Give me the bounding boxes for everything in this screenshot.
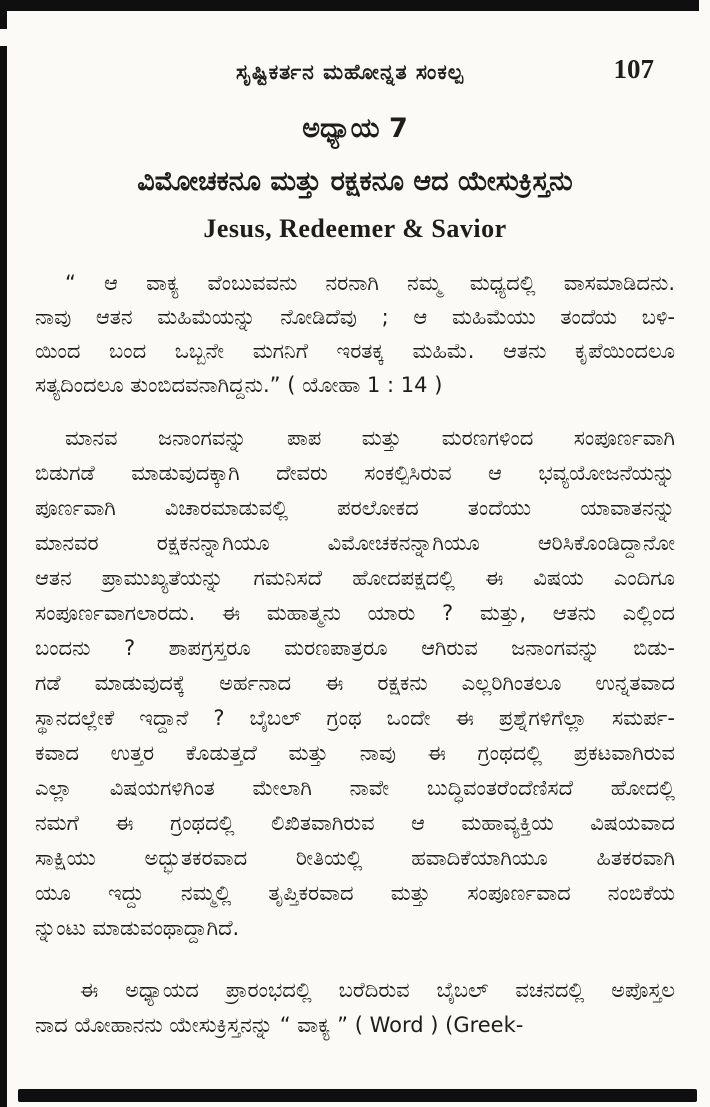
text-line: ನಾದ ಯೋಹಾನನು ಯೇಸುಕ್ರಿಸ್ತನನ್ನು “ ವಾಕ್ಯ ” ( Word ) (Greek-	[35, 1013, 524, 1037]
title-english: Jesus, Redeemer & Savior	[203, 214, 507, 243]
paragraph-main	[35, 421, 675, 946]
text-line: ಆತನ ಪ್ರಾಮುಖ್ಯತೆಯನ್ನು ಗಮನಿಸದೆ ಹೋದಪಕ್ಷದಲ್ಲಿ ಈ ವಿಷಯ ಎಂದಿಗೂ	[35, 566, 675, 590]
text-line: ಸಾಕ್ಷಿಯು ಅದ್ಭುತಕರವಾದ ರೀತಿಯಲ್ಲಿ ಹವಾದಿಕೆಯಾಗಿಯೂ ಹಿತಕರವಾಗಿ	[35, 846, 675, 870]
page-number: 107	[613, 54, 654, 84]
body-text	[35, 266, 675, 1043]
text-line: ಸ್ಥಾನದಲ್ಲೇಕೆ ಇದ್ದಾನೆ ? ಬೈಬಲ್ ಗ್ರಂಥ ಒಂದೇ ಈ ಪ್ರಶ್ನೆಗಳಿಗೆಲ್ಲಾ ಸಮರ್ಪ-	[35, 706, 675, 730]
scan-border-left-gap	[0, 29, 7, 46]
text-line: ಈ ಅಧ್ಯಾಯದ ಪ್ರಾರಂಭದಲ್ಲಿ ಬರೆದಿರುವ ಬೈಬಲ್ ವಚನದಲ್ಲಿ ಅಪೊಸ್ತಲ	[80, 978, 675, 1002]
text-line: ಕವಾದ ಉತ್ತರ ಕೊಡುತ್ತದೆ ಮತ್ತು ನಾವು ಈ ಗ್ರಂಥದಲ್ಲಿ ಪ್ರಕಟವಾಗಿರುವ	[35, 741, 675, 765]
title-kannada: ವಿಮೋಚಕನೂ ಮತ್ತು ರಕ್ಷಕನೂ ಆದ ಯೇಸುಕ್ರಿಸ್ತನು	[137, 166, 573, 197]
text-line: ಸತ್ಯದಿಂದಲೂ ತುಂಬಿದವನಾಗಿದ್ದನು.” ( ಯೋಹಾ 1 : 14 )	[35, 373, 443, 397]
scan-border-top	[0, 0, 699, 11]
text-line: “ ಆ ವಾಕ್ಯ ವೆಂಬುವವನು ನರನಾಗಿ ನಮ್ಮ ಮಧ್ಯದಲ್ಲಿ ವಾಸಮಾಡಿದನು.	[65, 271, 675, 295]
text-line: ಗಡೆ ಮಾಡುವುದಕ್ಕೆ ಅರ್ಹನಾದ ಈ ರಕ್ಷಕನು ಎಲ್ಲರಿಗಿಂತಲೂ ಉನ್ನತವಾದ	[35, 671, 675, 695]
chapter-heading: ಅಧ್ಯಾಯ 7	[302, 113, 408, 144]
text-line: ಸಂಪೂರ್ಣವಾಗಲಾರದು. ಈ ಮಹಾತ್ಮನು ಯಾರು ? ಮತ್ತು, ಆತನು ಎಲ್ಲಿಂದ	[35, 601, 675, 625]
text-line: ನಾವು ಆತನ ಮಹಿಮೆಯನ್ನು ನೋಡಿದೆವು ; ಆ ಮಹಿಮೆಯು ತಂದೆಯ ಬಳಿ-	[35, 305, 675, 329]
paragraph-closing	[35, 973, 675, 1043]
text-line: ಬಂದನು ? ಶಾಪಗ್ರಸ್ತರೂ ಮರಣಪಾತ್ರರೂ ಆಗಿರುವ ಜನಾಂಗವನ್ನು ಬಿಡು-	[35, 636, 675, 660]
text-line: ಎಲ್ಲಾ ವಿಷಯಗಳಿಗಿಂತ ಮೇಲಾಗಿ ನಾವೇ ಬುದ್ಧಿವಂತರೆಂದೆಣಿಸದೆ ಹೋದಲ್ಲಿ	[35, 776, 675, 800]
text-line: ಯೂ ಇದ್ದು ನಮ್ಮಲ್ಲಿ ತೃಪ್ತಿಕರವಾದ ಮತ್ತು ಸಂಪೂರ್ಣವಾದ ನಂಬಿಕೆಯ	[35, 881, 675, 905]
running-title: ಸೃಷ್ಟಿಕರ್ತನ ಮಹೋನ್ನತ ಸಂಕಲ್ಪ	[235, 60, 465, 84]
text-line: ನಮಗೆ ಈ ಗ್ರಂಥದಲ್ಲಿ ಲಿಖಿತವಾಗಿರುವ ಆ ಮಹಾವ್ಯಕ್ತಿಯ ವಿಷಯವಾದ	[35, 811, 675, 835]
paragraph-quote	[35, 266, 675, 402]
text-line: ನ್ನುಂಟು ಮಾಡುವಂಥಾದ್ದಾಗಿದೆ.	[35, 916, 240, 940]
text-line: ಪೂರ್ಣವಾಗಿ ವಿಚಾರಮಾಡುವಲ್ಲಿ ಪರಲೋಕದ ತಂದೆಯು ಯಾವಾತನನ್ನು	[35, 496, 675, 520]
text-line: ಯಿಂದ ಬಂದ ಒಬ್ಬನೇ ಮಗನಿಗೆ ಇರತಕ್ಕ ಮಹಿಮೆ. ಆತನು ಕೃಪೆಯಿಂದಲೂ	[35, 339, 675, 363]
text-line: ಮಾನವ ಜನಾಂಗವನ್ನು ಪಾಪ ಮತ್ತು ಮರಣಗಳಿಂದ ಸಂಪೂರ್ಣವಾಗಿ	[65, 426, 675, 450]
text-line: ಬಿಡುಗಡೆ ಮಾಡುವುದಕ್ಕಾಗಿ ದೇವರು ಸಂಕಲ್ಪಿಸಿರುವ ಆ ಭವ್ಯಯೋಜನೆಯನ್ನು	[35, 461, 675, 485]
text-line: ಮಾನವರ ರಕ್ಷಕನನ್ನಾಗಿಯೂ ವಿಮೋಚಕನನ್ನಾಗಿಯೂ ಆರಿಸಿಕೊಂಡಿದ್ದಾನೋ	[35, 531, 675, 555]
scan-border-bottom	[18, 1089, 697, 1102]
